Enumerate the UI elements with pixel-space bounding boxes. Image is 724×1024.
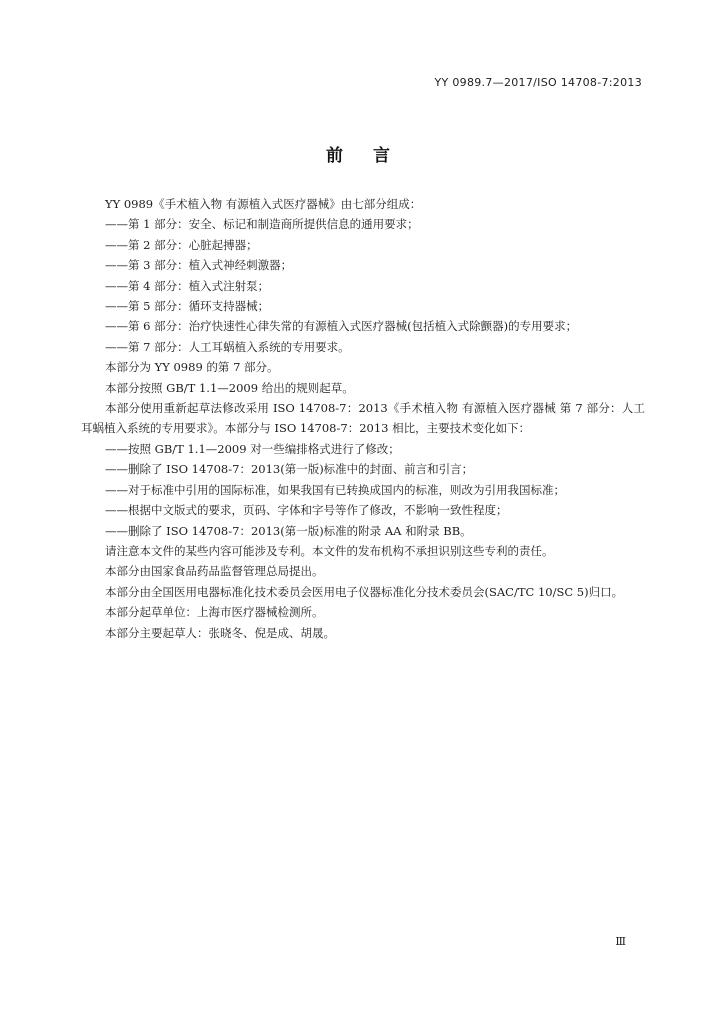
list-item-part-1: ——第 1 部分：安全、标记和制造商所提供信息的通用要求； [105,217,419,232]
page-title: 前言 [326,146,420,166]
page-number: Ⅲ [615,935,626,948]
list-item-part-3: ——第 3 部分：植入式神经刺激器； [105,258,293,273]
paragraph-part-statement: 本部分为 YY 0989 的第 7 部分。 [105,360,279,375]
list-item-change-1: ——按照 GB/T 1.1—2009 对一些编排格式进行了修改； [105,441,400,456]
paragraph-composition: YY 0989《手术植入物 有源植入式医疗器械》由七部分组成： [105,197,422,211]
paragraph-drafters: 本部分主要起草人：张晓冬、倪是成、胡晟。 [105,625,335,640]
paragraph-proposer: 本部分由国家食品药品监督管理总局提出。 [105,564,324,579]
list-item-part-6: ——第 6 部分：治疗快速性心律失常的有源植入式医疗器械(包括植入式除颤器)的专用要求； [105,319,578,334]
foreword-body [81,194,645,643]
list-item-part-2: ——第 2 部分：心脏起搏器； [105,237,258,252]
list-item-change-4: ——根据中文版式的要求，页码、字体和字号等作了修改，不影响一致性程度； [105,503,508,518]
list-item-part-5: ——第 5 部分：循环支持器械； [105,299,270,314]
paragraph-drafting-unit: 本部分起草单位：上海市医疗器械检测所。 [105,605,324,620]
list-item-change-5: ——删除了 ISO 14708-7：2013(第一版)标准的附录 AA 和附录 BB。 [105,523,472,538]
list-item-part-4: ——第 4 部分：植入式注射泵； [105,278,270,293]
list-item-part-7: ——第 7 部分：人工耳蜗植入系统的专用要求。 [105,339,350,354]
paragraph-technical-committee: 本部分由全国医用电器标准化技术委员会医用电子仪器标准化分技术委员会(SAC/TC 10/SC 5)归口。 [105,584,624,599]
list-item-change-3: ——对于标准中引用的国际标准，如果我国有已转换成国内的标准，则改为引用我国标准； [105,482,565,497]
paragraph-adoption: 本部分使用重新起草法修改采用 ISO 14708-7：2013《手术植入物 有源植入医疗器械 第 7 部分：人工耳蜗植入系统的专用要求》。本部分与 ISO 14708-7：2013 相比，主要技术变化如下： [81,401,645,436]
standard-code-header: YY 0989.7—2017/ISO 14708-7:2013 [434,76,642,89]
list-item-change-2: ——删除了 ISO 14708-7：2013(第一版)标准中的封面、前言和引言； [105,462,474,477]
paragraph-drafting-rules: 本部分按照 GB/T 1.1—2009 给出的规则起草。 [105,380,354,395]
header-divider [80,95,644,96]
paragraph-patent-notice: 请注意本文件的某些内容可能涉及专利。本文件的发布机构不承担识别这些专利的责任。 [105,543,554,558]
